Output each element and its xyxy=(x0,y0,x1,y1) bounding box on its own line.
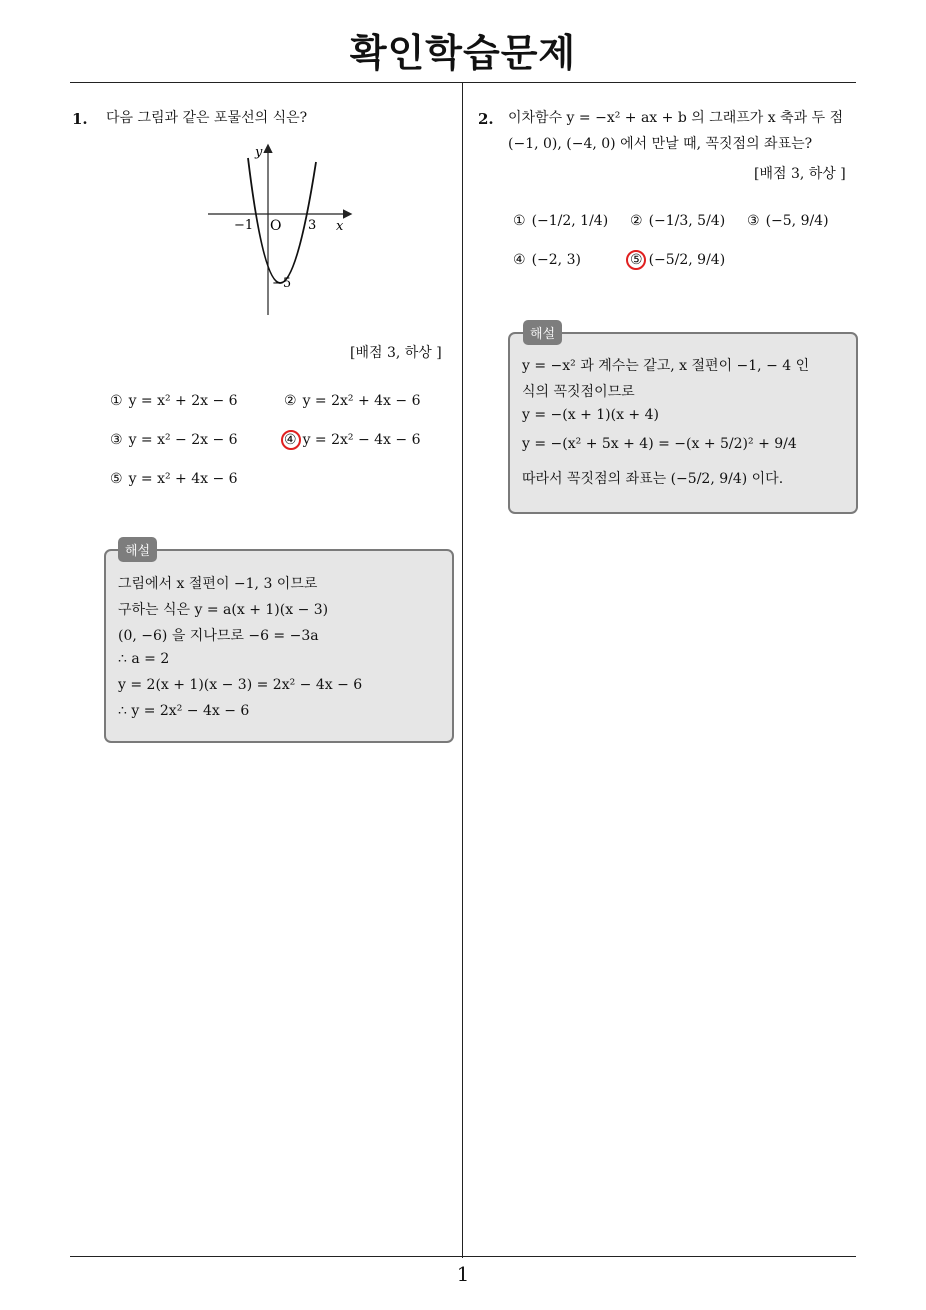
choice-mark: ④ xyxy=(284,432,297,448)
choice-text: (−5, 9/4) xyxy=(765,213,829,229)
choice-mark: ③ xyxy=(747,213,760,229)
q2-number: 2. xyxy=(478,110,494,128)
choice-mark: ② xyxy=(284,393,297,409)
choice-text: y = x² + 2x − 6 xyxy=(128,393,238,409)
q1-choice-2[interactable] xyxy=(284,393,421,409)
choice-text: (−5/2, 9/4) xyxy=(648,252,726,268)
q2-text-line-2: (−1, 0), (−4, 0) 에서 만날 때, 꼭짓점의 좌표는? xyxy=(508,136,813,152)
q2-text-line-1: 이차함수 y = −x² + ax + b 의 그래프가 x 축과 두 점 xyxy=(508,110,844,126)
choice-mark: ② xyxy=(630,213,643,229)
q1-choice-1[interactable] xyxy=(110,393,238,409)
choice-text: (−2, 3) xyxy=(531,252,581,268)
q2-solution-line-3: y = −(x + 1)(x + 4) xyxy=(522,407,659,423)
choice-mark: ① xyxy=(513,213,526,229)
q1-choice-4[interactable] xyxy=(284,432,421,448)
answer-circle-mark xyxy=(626,250,646,270)
header-rule xyxy=(70,82,856,83)
choice-mark: ⑤ xyxy=(630,252,643,268)
q2-solution-line-5: 따라서 꼭짓점의 좌표는 (−5/2, 9/4) 이다. xyxy=(522,471,784,487)
parabola-curve xyxy=(248,158,316,283)
graph-y-label: y xyxy=(255,145,263,160)
page-title: 확인학습문제 xyxy=(349,31,577,75)
q2-solution-line-4: y = −(x² + 5x + 4) = −(x + 5/2)² + 9/4 xyxy=(522,436,797,452)
choice-text: y = x² + 4x − 6 xyxy=(128,471,238,487)
answer-circle-mark xyxy=(281,430,301,450)
q2-choice-4[interactable] xyxy=(513,252,581,268)
footer-rule xyxy=(70,1256,856,1257)
q1-meta: [배점 3, 하상 ] xyxy=(350,345,442,361)
q1-solution-line-3: (0, −6) 을 지나므로 −6 = −3a xyxy=(118,628,319,644)
q1-solution-line-1: 그림에서 x 절편이 −1, 3 이므로 xyxy=(118,576,318,592)
choice-mark: ⑤ xyxy=(110,471,123,487)
q1-choice-5[interactable] xyxy=(110,471,238,487)
q2-solution-tag: 해설 xyxy=(523,320,562,345)
column-divider xyxy=(462,82,463,1258)
graph-neg1-label: −1 xyxy=(234,218,254,233)
q1-choice-3[interactable] xyxy=(110,432,238,448)
q1-text: 다음 그림과 같은 포물선의 식은? xyxy=(106,110,308,126)
q1-solution-line-6: ∴ y = 2x² − 4x − 6 xyxy=(118,703,250,719)
q2-solution-line-2: 식의 꼭짓점이므로 xyxy=(522,384,635,400)
q2-choice-3[interactable] xyxy=(747,213,829,229)
choice-text: (−1/2, 1/4) xyxy=(531,213,609,229)
choice-mark: ④ xyxy=(513,252,526,268)
graph-x-label: x xyxy=(336,219,344,234)
choice-mark: ① xyxy=(110,393,123,409)
q1-solution-tag: 해설 xyxy=(118,537,157,562)
q2-choice-2[interactable] xyxy=(630,213,725,229)
q2-choice-1[interactable] xyxy=(513,213,608,229)
q1-solution-line-4: ∴ a = 2 xyxy=(118,651,170,667)
choice-text: y = 2x² + 4x − 6 xyxy=(302,393,421,409)
q1-solution-line-5: y = 2(x + 1)(x − 3) = 2x² − 4x − 6 xyxy=(118,677,363,693)
choice-text: y = 2x² − 4x − 6 xyxy=(302,432,421,448)
page-number: 1 xyxy=(456,1262,470,1286)
graph-origin-label: O xyxy=(270,218,282,234)
q2-meta: [배점 3, 하상 ] xyxy=(754,166,846,182)
choice-text: y = x² − 2x − 6 xyxy=(128,432,238,448)
q2-solution-line-1: y = −x² 과 계수는 같고, x 절편이 −1, − 4 인 xyxy=(522,358,810,374)
graph-neg5-label: −5 xyxy=(272,276,292,291)
choice-text: (−1/3, 5/4) xyxy=(648,213,726,229)
choice-mark: ③ xyxy=(110,432,123,448)
q1-parabola-graph xyxy=(200,140,360,320)
q1-number: 1. xyxy=(72,110,88,128)
q1-solution-line-2: 구하는 식은 y = a(x + 1)(x − 3) xyxy=(118,602,329,618)
graph-3-label: 3 xyxy=(308,218,317,233)
